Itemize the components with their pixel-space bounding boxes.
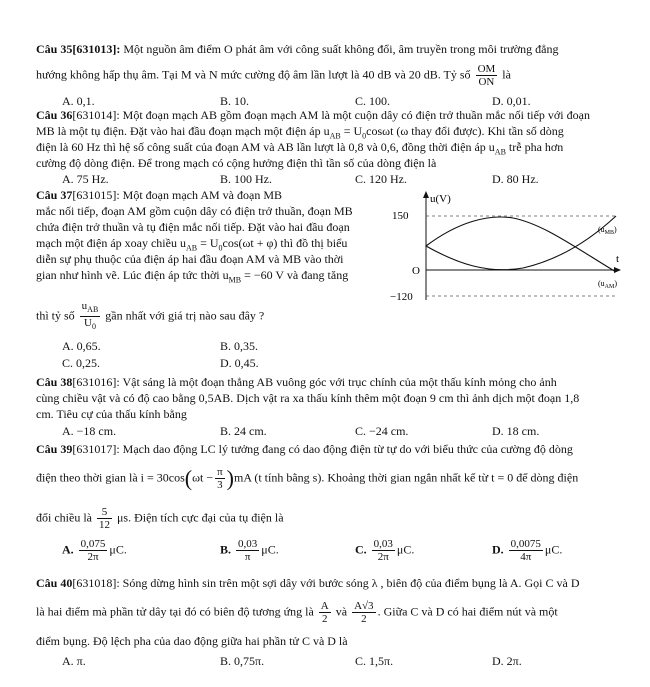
tick-origin: O	[412, 265, 420, 277]
q36-option-b: B. 100 Hz.	[220, 172, 272, 186]
q40-option-c: C. 1,5π.	[355, 654, 394, 668]
tick-neg120: −120	[390, 291, 413, 303]
q37-option-b: B. 0,35.	[220, 339, 259, 353]
q36-line2: MB là một tụ điện. Đặt vào hai đầu đoạn mạch một điện áp $u_{AB} = U_0\cos\omega t$ (ω thay đổi được). Khi tần số dòng	[36, 124, 564, 141]
q35-number: Câu 35[631013]:	[36, 42, 121, 56]
y-axis-label: u(V)	[430, 193, 451, 205]
q40-option-a: A. π.	[62, 654, 86, 668]
q38-line2: cùng chiều vật và có độ cao bằng 0,5AB. Dịch vật ra xa thấu kính thêm một đoạn 9 cm thì ảnh dịch một đoạn 1,8	[36, 391, 580, 405]
q35-line1: Câu 35[631013]: Một nguồn âm điểm O phát âm với công suất không đổi, âm truyền trong môi trường đẳng	[36, 42, 559, 56]
q36-number: Câu 36	[36, 108, 73, 122]
q37-line3: chứa điện trở thuần và tụ điện mắc nối tiếp. Đặt vào hai đầu đoạn	[36, 220, 350, 234]
q40-line3: điểm bụng. Độ lệch pha của dao động giữa hai phần tử C và D là	[36, 634, 348, 648]
q37-voltage-graph	[388, 188, 638, 308]
label-u-mb: $(u_{MB})$	[598, 225, 617, 236]
q36-line1: Câu 36[631014]: Một đoạn mạch AB gồm đoạn mạch AM là một cuộn dây có điện trở thuần mắc nối tiếp với đoạn	[36, 108, 590, 122]
q40-option-d: D. 2π.	[492, 654, 522, 668]
q37-number: Câu 37	[36, 188, 73, 202]
tick-150: 150	[392, 210, 409, 222]
y-axis-arrow	[423, 191, 429, 198]
q37-ratio-fraction: $\frac{u_{AB}}{U_0}$	[81, 300, 99, 332]
q36-option-c: C. 120 Hz.	[355, 172, 407, 186]
q40-line1: Câu 40[631018]: Sóng dừng hình sin trên một sợi dây với bước sóng λ , biên độ của điểm bụng là A. Gọi C và D	[36, 576, 580, 590]
q40-line2: là hai điểm mà phần tử dây tại đó có biên độ tương ứng là $\frac{A}{2}$ và $\frac{A√3}{2}$ . Giữa C và D có hai điểm nút và một	[36, 600, 558, 625]
q37-line2: mắc nối tiếp, đoạn AM gồm cuộn dây có điện trở thuần, đoạn MB	[36, 204, 353, 218]
q37-option-d: D. 0,45.	[220, 356, 259, 370]
q37-line6: gian như hình vẽ. Lúc điện áp tức thời $u_{MB} = -60$ V và đang tăng	[36, 268, 349, 285]
q37-option-a: A. 0,65.	[62, 339, 101, 353]
q38-option-c: C. −24 cm.	[355, 424, 409, 438]
q37-option-c: C. 0,25.	[62, 356, 101, 370]
q37-line4: mạch một điện áp xoay chiều $u_{AB} = U_0\cos(\omega t + \varphi)$ thì đồ thị biểu	[36, 236, 348, 253]
q35-line2: hướng không hấp thụ âm. Tại M và N mức cường độ âm lần lượt là 40 dB và 20 dB. Tỷ số $\frac{OM}{ON}$ là	[36, 63, 511, 88]
q40-number: Câu 40	[36, 576, 73, 590]
q35-option-b: B. 10.	[220, 94, 250, 108]
q35-ratio-fraction: $\frac{OM}{ON}$	[477, 63, 496, 88]
curve-u-am	[426, 216, 616, 270]
x-axis-arrow	[614, 267, 621, 273]
q38-line3: cm. Tiêu cự của thấu kính bằng	[36, 407, 187, 421]
q36-line4: cường độ dòng điện. Để trong mạch có cộng hưởng điện thì tần số của dòng điện là	[36, 156, 437, 170]
q38-number: Câu 38	[36, 375, 73, 389]
q38-line1: Câu 38[631016]: Vật sáng là một đoạn thẳng AB vuông góc với trục chính của một thấu kính mỏng cho ảnh	[36, 375, 557, 389]
q40-option-b: B. 0,75π.	[220, 654, 265, 668]
q39-line1: Câu 39[631017]: Mạch dao động LC lý tưởng đang có dao động điện từ tự do với biểu thức của cường độ dòng	[36, 442, 573, 456]
q37-line7: thì tỷ số $\frac{u_{AB}}{U_0}$ gần nhất với giá trị nào sau đây ?	[36, 300, 265, 332]
x-axis-label: t	[616, 253, 620, 265]
q37-line1: Câu 37[631015]: Một đoạn mạch AM và đoạn MB	[36, 188, 282, 202]
q39-option-d: D. $\frac{0,0075}{4\pi}$ μC.	[492, 538, 563, 563]
q39-line3: đổi chiều là $\frac{5}{12}$ μs. Điện tích cực đại của tụ điện là	[36, 506, 284, 531]
q35-option-d: D. 0,01.	[492, 94, 531, 108]
q35-option-c: C. 100.	[355, 94, 391, 108]
q39-number: Câu 39	[36, 442, 73, 456]
q36-option-d: D. 80 Hz.	[492, 172, 539, 186]
q39-option-a: A. $\frac{0,075}{2\pi}$ μC.	[62, 538, 127, 563]
q39-option-b: B. $\frac{0,03}{\pi}$ μC.	[220, 538, 279, 563]
q36-option-a: A. 75 Hz.	[62, 172, 109, 186]
q36-line3: điện là 60 Hz thì hệ số công suất của đoạn AM và AB lần lượt là 0,8 và 0,6, đồng thời điện áp $u_{AB}$ trễ pha hơn	[36, 140, 564, 157]
q35-option-a: A. 0,1.	[62, 94, 95, 108]
curve-u-mb	[426, 217, 616, 272]
q38-option-d: D. 18 cm.	[492, 424, 540, 438]
q39-line2: điện theo thời gian là i = 30cos(ωt − $\frac{\pi}{3}$ )mA (t tính bằng s). Khoảng thời gian ngắn nhất kể từ t = 0 để dòng điện	[36, 465, 579, 491]
q38-option-a: A. −18 cm.	[62, 424, 117, 438]
label-u-am: $(u_{AM})$	[598, 279, 618, 290]
q37-line5: diễn sự phụ thuộc của điện áp hai đầu đoạn AM và MB vào thời	[36, 252, 344, 266]
q39-option-c: C. $\frac{0,03}{2\pi}$ μC.	[355, 538, 415, 563]
q38-option-b: B. 24 cm.	[220, 424, 267, 438]
